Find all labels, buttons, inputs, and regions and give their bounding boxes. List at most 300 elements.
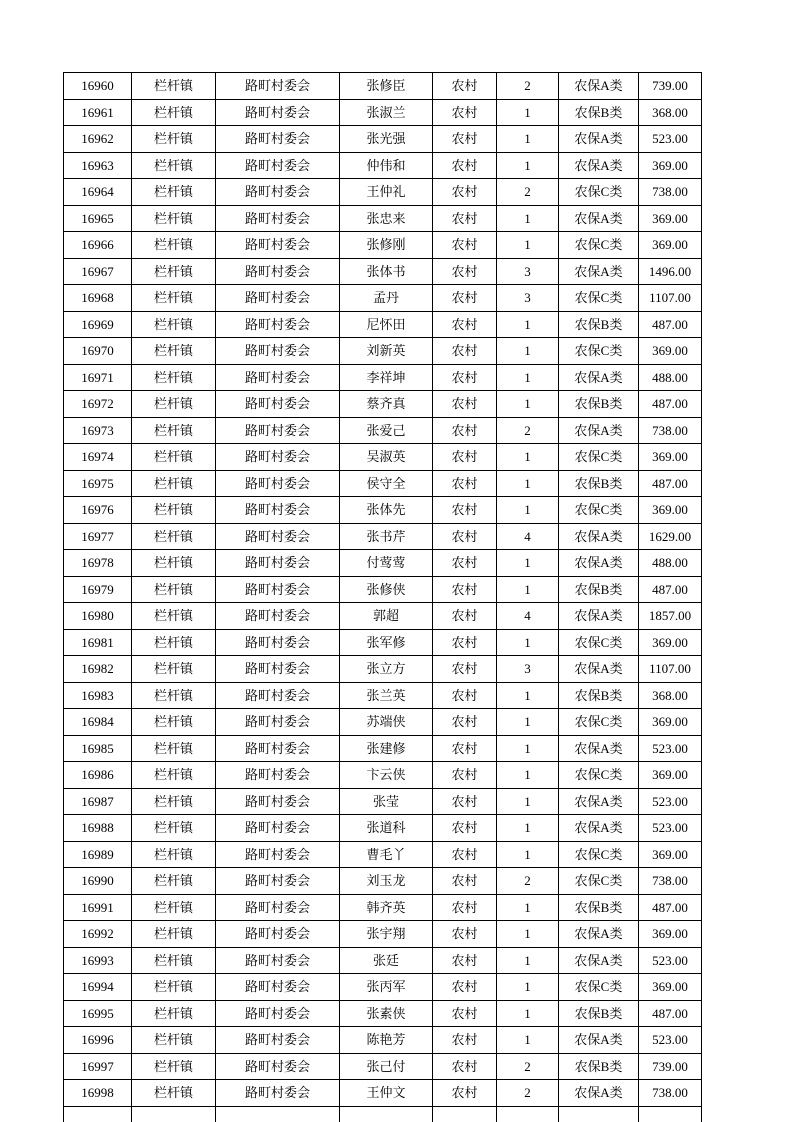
cell-village: 路町村委会: [216, 656, 340, 683]
cell-town: 栏杆镇: [132, 576, 216, 603]
cell-type: 农村: [433, 258, 497, 285]
cell-amount: 487.00: [639, 894, 702, 921]
cell-name: 刘新英: [340, 338, 433, 365]
cell-town: 栏杆镇: [132, 1027, 216, 1054]
cell-type: 农村: [433, 364, 497, 391]
cell-name: 付莺莺: [340, 550, 433, 577]
cell-category: 农保C类: [559, 232, 639, 259]
table-row: [64, 788, 702, 815]
cell-category: 农保A类: [559, 417, 639, 444]
cell-town: 栏杆镇: [132, 947, 216, 974]
cell-village: 路町村委会: [216, 285, 340, 312]
cell-id: 16960: [64, 73, 132, 100]
cell-id: 16973: [64, 417, 132, 444]
cell-name: 张廷: [340, 947, 433, 974]
cell-id: 16969: [64, 311, 132, 338]
cell-count: 1: [497, 232, 559, 259]
cell-count: 1: [497, 788, 559, 815]
cell-category: 农保A类: [559, 656, 639, 683]
cell-type: 农村: [433, 1053, 497, 1080]
cell-type: 农村: [433, 391, 497, 418]
table-row: [64, 232, 702, 259]
cell-id: 16992: [64, 921, 132, 948]
cell-town: [132, 1106, 216, 1122]
cell-type: 农村: [433, 1000, 497, 1027]
cell-type: 农村: [433, 921, 497, 948]
cell-amount: 739.00: [639, 1053, 702, 1080]
cell-amount: 368.00: [639, 99, 702, 126]
cell-village: 路町村委会: [216, 417, 340, 444]
cell-amount: 487.00: [639, 391, 702, 418]
cell-count: 2: [497, 868, 559, 895]
cell-amount: 369.00: [639, 205, 702, 232]
cell-id: 16996: [64, 1027, 132, 1054]
cell-amount: 523.00: [639, 788, 702, 815]
cell-name: 张立方: [340, 656, 433, 683]
cell-amount: 369.00: [639, 152, 702, 179]
cell-type: 农村: [433, 947, 497, 974]
table-row: [64, 152, 702, 179]
cell-type: 农村: [433, 762, 497, 789]
cell-village: 路町村委会: [216, 868, 340, 895]
cell-type: 农村: [433, 523, 497, 550]
cell-type: 农村: [433, 868, 497, 895]
cell-type: 农村: [433, 311, 497, 338]
cell-type: 农村: [433, 656, 497, 683]
cell-town: 栏杆镇: [132, 894, 216, 921]
cell-name: 张建修: [340, 735, 433, 762]
cell-village: 路町村委会: [216, 788, 340, 815]
cell-type: 农村: [433, 444, 497, 471]
cell-type: 农村: [433, 73, 497, 100]
cell-count: 2: [497, 417, 559, 444]
cell-amount: 488.00: [639, 550, 702, 577]
cell-id: 16993: [64, 947, 132, 974]
cell-village: 路町村委会: [216, 232, 340, 259]
cell-id: 16991: [64, 894, 132, 921]
cell-type: 农村: [433, 285, 497, 312]
table-row: [64, 550, 702, 577]
cell-amount: 738.00: [639, 868, 702, 895]
cell-name: 张修侠: [340, 576, 433, 603]
cell-id: 16967: [64, 258, 132, 285]
cell-id: 16972: [64, 391, 132, 418]
table-row: [64, 947, 702, 974]
cell-count: 3: [497, 285, 559, 312]
table-row: [64, 1000, 702, 1027]
cell-id: 16978: [64, 550, 132, 577]
cell-count: 1: [497, 682, 559, 709]
cell-type: 农村: [433, 205, 497, 232]
cell-village: 路町村委会: [216, 311, 340, 338]
cell-type: 农村: [433, 126, 497, 153]
table-row: [64, 391, 702, 418]
cell-village: 路町村委会: [216, 152, 340, 179]
cell-count: 1: [497, 99, 559, 126]
cell-id: 16983: [64, 682, 132, 709]
cell-category: 农保C类: [559, 444, 639, 471]
cell-amount: 523.00: [639, 815, 702, 842]
cell-town: 栏杆镇: [132, 232, 216, 259]
cell-count: 1: [497, 152, 559, 179]
cell-village: 路町村委会: [216, 947, 340, 974]
cell-name: 张书芹: [340, 523, 433, 550]
cell-town: 栏杆镇: [132, 1080, 216, 1107]
cell-category: 农保A类: [559, 815, 639, 842]
cell-town: 栏杆镇: [132, 762, 216, 789]
cell-town: 栏杆镇: [132, 417, 216, 444]
table-row: [64, 285, 702, 312]
cell-name: 张素侠: [340, 1000, 433, 1027]
cell-category: 农保A类: [559, 735, 639, 762]
cell-name: 王仲文: [340, 1080, 433, 1107]
cell-village: 路町村委会: [216, 629, 340, 656]
cell-id: 16970: [64, 338, 132, 365]
cell-count: 4: [497, 603, 559, 630]
cell-town: 栏杆镇: [132, 126, 216, 153]
table-row: [64, 894, 702, 921]
cell-count: 1: [497, 497, 559, 524]
cell-count: 1: [497, 947, 559, 974]
cell-count: 1: [497, 735, 559, 762]
cell-village: 路町村委会: [216, 258, 340, 285]
cell-count: 2: [497, 1080, 559, 1107]
cell-village: 路町村委会: [216, 338, 340, 365]
cell-count: 1: [497, 841, 559, 868]
cell-name: 仲伟和: [340, 152, 433, 179]
cell-name: 张体先: [340, 497, 433, 524]
table-row: [64, 841, 702, 868]
cell-town: 栏杆镇: [132, 99, 216, 126]
cell-name: 张兰英: [340, 682, 433, 709]
cell-category: 农保A类: [559, 1027, 639, 1054]
cell-amount: 1107.00: [639, 285, 702, 312]
cell-name: 孟丹: [340, 285, 433, 312]
cell-category: 农保A类: [559, 152, 639, 179]
cell-type: 农村: [433, 470, 497, 497]
cell-village: 路町村委会: [216, 523, 340, 550]
cell-amount: 1857.00: [639, 603, 702, 630]
cell-amount: 738.00: [639, 179, 702, 206]
cell-count: 1: [497, 815, 559, 842]
table-row-partial: [64, 1106, 702, 1122]
cell-count: 3: [497, 258, 559, 285]
cell-id: 16998: [64, 1080, 132, 1107]
cell-count: 1: [497, 921, 559, 948]
table-row: [64, 1080, 702, 1107]
table-row: [64, 629, 702, 656]
cell-amount: 369.00: [639, 444, 702, 471]
cell-count: 1: [497, 338, 559, 365]
cell-category: 农保A类: [559, 947, 639, 974]
cell-village: 路町村委会: [216, 550, 340, 577]
cell-id: 16984: [64, 709, 132, 736]
table-row: [64, 470, 702, 497]
cell-amount: 1629.00: [639, 523, 702, 550]
cell-category: 农保A类: [559, 258, 639, 285]
cell-village: 路町村委会: [216, 179, 340, 206]
cell-village: 路町村委会: [216, 815, 340, 842]
cell-count: 3: [497, 656, 559, 683]
cell-name: 张光强: [340, 126, 433, 153]
table-row: [64, 364, 702, 391]
cell-town: 栏杆镇: [132, 656, 216, 683]
cell-town: 栏杆镇: [132, 841, 216, 868]
table-row: [64, 179, 702, 206]
cell-town: 栏杆镇: [132, 205, 216, 232]
cell-name: 张莹: [340, 788, 433, 815]
cell-id: 16985: [64, 735, 132, 762]
cell-category: 农保C类: [559, 868, 639, 895]
cell-id: 16977: [64, 523, 132, 550]
cell-type: 农村: [433, 338, 497, 365]
cell-name: 曹毛丫: [340, 841, 433, 868]
cell-category: 农保B类: [559, 1000, 639, 1027]
cell-type: 农村: [433, 603, 497, 630]
cell-type: 农村: [433, 788, 497, 815]
cell-count: 1: [497, 974, 559, 1001]
table-row: [64, 126, 702, 153]
cell-town: 栏杆镇: [132, 735, 216, 762]
table-row: [64, 99, 702, 126]
cell-type: 农村: [433, 152, 497, 179]
cell-town: 栏杆镇: [132, 921, 216, 948]
cell-name: 李祥坤: [340, 364, 433, 391]
cell-name: 尼怀田: [340, 311, 433, 338]
cell-id: 16980: [64, 603, 132, 630]
cell-category: 农保C类: [559, 709, 639, 736]
cell-category: 农保B类: [559, 470, 639, 497]
table-row: [64, 709, 702, 736]
cell-id: 16982: [64, 656, 132, 683]
cell-id: [64, 1106, 132, 1122]
cell-id: 16971: [64, 364, 132, 391]
cell-type: 农村: [433, 497, 497, 524]
cell-category: 农保C类: [559, 762, 639, 789]
table-row: [64, 258, 702, 285]
cell-amount: 739.00: [639, 73, 702, 100]
cell-name: 张爱己: [340, 417, 433, 444]
cell-amount: 487.00: [639, 576, 702, 603]
cell-type: 农村: [433, 179, 497, 206]
cell-town: 栏杆镇: [132, 285, 216, 312]
cell-id: 16962: [64, 126, 132, 153]
cell-type: 农村: [433, 1080, 497, 1107]
table-row: [64, 815, 702, 842]
cell-type: 农村: [433, 629, 497, 656]
cell-id: 16974: [64, 444, 132, 471]
cell-name: 苏端侠: [340, 709, 433, 736]
cell-town: 栏杆镇: [132, 470, 216, 497]
cell-category: 农保A类: [559, 1080, 639, 1107]
cell-id: 16976: [64, 497, 132, 524]
cell-id: 16986: [64, 762, 132, 789]
cell-village: 路町村委会: [216, 497, 340, 524]
cell-village: 路町村委会: [216, 735, 340, 762]
cell-id: 16965: [64, 205, 132, 232]
cell-amount: 369.00: [639, 232, 702, 259]
cell-name: 张体书: [340, 258, 433, 285]
table-row: [64, 417, 702, 444]
cell-id: 16979: [64, 576, 132, 603]
cell-count: 1: [497, 894, 559, 921]
cell-amount: 369.00: [639, 921, 702, 948]
cell-village: 路町村委会: [216, 1027, 340, 1054]
cell-amount: 488.00: [639, 364, 702, 391]
table-row: [64, 1027, 702, 1054]
cell-type: 农村: [433, 99, 497, 126]
cell-id: 16961: [64, 99, 132, 126]
cell-name: 卞云侠: [340, 762, 433, 789]
cell-name: 张忠来: [340, 205, 433, 232]
cell-town: 栏杆镇: [132, 815, 216, 842]
cell-id: 16990: [64, 868, 132, 895]
cell-village: 路町村委会: [216, 709, 340, 736]
table-row: [64, 974, 702, 1001]
cell-category: 农保A类: [559, 603, 639, 630]
cell-village: 路町村委会: [216, 444, 340, 471]
table-row: [64, 682, 702, 709]
cell-category: 农保C类: [559, 338, 639, 365]
cell-count: 1: [497, 762, 559, 789]
cell-category: 农保B类: [559, 1053, 639, 1080]
cell-id: 16968: [64, 285, 132, 312]
cell-town: 栏杆镇: [132, 682, 216, 709]
cell-amount: 369.00: [639, 974, 702, 1001]
cell-type: 农村: [433, 735, 497, 762]
cell-category: 农保B类: [559, 391, 639, 418]
table-row: [64, 444, 702, 471]
cell-name: 吴淑英: [340, 444, 433, 471]
cell-id: 16997: [64, 1053, 132, 1080]
cell-category: 农保A类: [559, 126, 639, 153]
cell-type: 农村: [433, 417, 497, 444]
cell-village: 路町村委会: [216, 470, 340, 497]
cell-village: 路町村委会: [216, 126, 340, 153]
cell-village: 路町村委会: [216, 841, 340, 868]
cell-category: 农保C类: [559, 841, 639, 868]
cell-village: 路町村委会: [216, 974, 340, 1001]
table-row: [64, 656, 702, 683]
cell-category: 农保A类: [559, 523, 639, 550]
cell-category: 农保B类: [559, 682, 639, 709]
cell-amount: 738.00: [639, 417, 702, 444]
cell-name: 张淑兰: [340, 99, 433, 126]
cell-amount: 487.00: [639, 311, 702, 338]
table-row: [64, 921, 702, 948]
cell-name: 陈艳芳: [340, 1027, 433, 1054]
cell-count: 1: [497, 311, 559, 338]
cell-count: 1: [497, 126, 559, 153]
cell-count: 1: [497, 1000, 559, 1027]
cell-category: [559, 1106, 639, 1122]
cell-category: 农保A类: [559, 364, 639, 391]
cell-id: 16963: [64, 152, 132, 179]
cell-type: 农村: [433, 682, 497, 709]
cell-count: 1: [497, 576, 559, 603]
cell-amount: [639, 1106, 702, 1122]
document-page-table-area: [63, 72, 703, 1122]
cell-id: 16975: [64, 470, 132, 497]
cell-count: 1: [497, 205, 559, 232]
cell-type: 农村: [433, 841, 497, 868]
cell-count: 1: [497, 550, 559, 577]
cell-amount: 738.00: [639, 1080, 702, 1107]
cell-count: 1: [497, 470, 559, 497]
cell-amount: 369.00: [639, 629, 702, 656]
cell-id: 16989: [64, 841, 132, 868]
cell-id: 16964: [64, 179, 132, 206]
cell-count: 2: [497, 73, 559, 100]
cell-category: 农保A类: [559, 921, 639, 948]
table-row: [64, 762, 702, 789]
cell-town: 栏杆镇: [132, 258, 216, 285]
cell-town: 栏杆镇: [132, 523, 216, 550]
cell-name: 王仲礼: [340, 179, 433, 206]
cell-category: 农保B类: [559, 99, 639, 126]
cell-type: 农村: [433, 550, 497, 577]
cell-amount: 369.00: [639, 338, 702, 365]
cell-amount: 368.00: [639, 682, 702, 709]
cell-village: 路町村委会: [216, 682, 340, 709]
cell-name: 张丙军: [340, 974, 433, 1001]
cell-name: 张修臣: [340, 73, 433, 100]
cell-amount: 369.00: [639, 841, 702, 868]
cell-town: 栏杆镇: [132, 311, 216, 338]
cell-town: 栏杆镇: [132, 364, 216, 391]
cell-town: 栏杆镇: [132, 444, 216, 471]
cell-town: 栏杆镇: [132, 497, 216, 524]
cell-town: 栏杆镇: [132, 179, 216, 206]
cell-amount: 487.00: [639, 470, 702, 497]
cell-amount: 369.00: [639, 762, 702, 789]
cell-village: 路町村委会: [216, 99, 340, 126]
cell-type: 农村: [433, 576, 497, 603]
cell-town: 栏杆镇: [132, 1000, 216, 1027]
cell-town: 栏杆镇: [132, 391, 216, 418]
cell-village: 路町村委会: [216, 1053, 340, 1080]
cell-type: [433, 1106, 497, 1122]
table-row: [64, 523, 702, 550]
cell-town: 栏杆镇: [132, 152, 216, 179]
cell-category: 农保B类: [559, 576, 639, 603]
cell-town: 栏杆镇: [132, 603, 216, 630]
cell-type: 农村: [433, 974, 497, 1001]
cell-village: 路町村委会: [216, 1000, 340, 1027]
table-body: [64, 73, 702, 1122]
cell-village: 路町村委会: [216, 205, 340, 232]
cell-id: 16995: [64, 1000, 132, 1027]
cell-count: 2: [497, 1053, 559, 1080]
cell-name: 张军修: [340, 629, 433, 656]
cell-village: [216, 1106, 340, 1122]
cell-id: 16987: [64, 788, 132, 815]
cell-town: 栏杆镇: [132, 868, 216, 895]
cell-name: 郭超: [340, 603, 433, 630]
cell-type: 农村: [433, 815, 497, 842]
cell-count: [497, 1106, 559, 1122]
cell-town: 栏杆镇: [132, 338, 216, 365]
cell-count: 1: [497, 444, 559, 471]
cell-amount: 487.00: [639, 1000, 702, 1027]
cell-count: 2: [497, 179, 559, 206]
cell-id: 16981: [64, 629, 132, 656]
cell-count: 4: [497, 523, 559, 550]
cell-id: 16994: [64, 974, 132, 1001]
table-row: [64, 311, 702, 338]
cell-town: 栏杆镇: [132, 974, 216, 1001]
cell-type: 农村: [433, 894, 497, 921]
